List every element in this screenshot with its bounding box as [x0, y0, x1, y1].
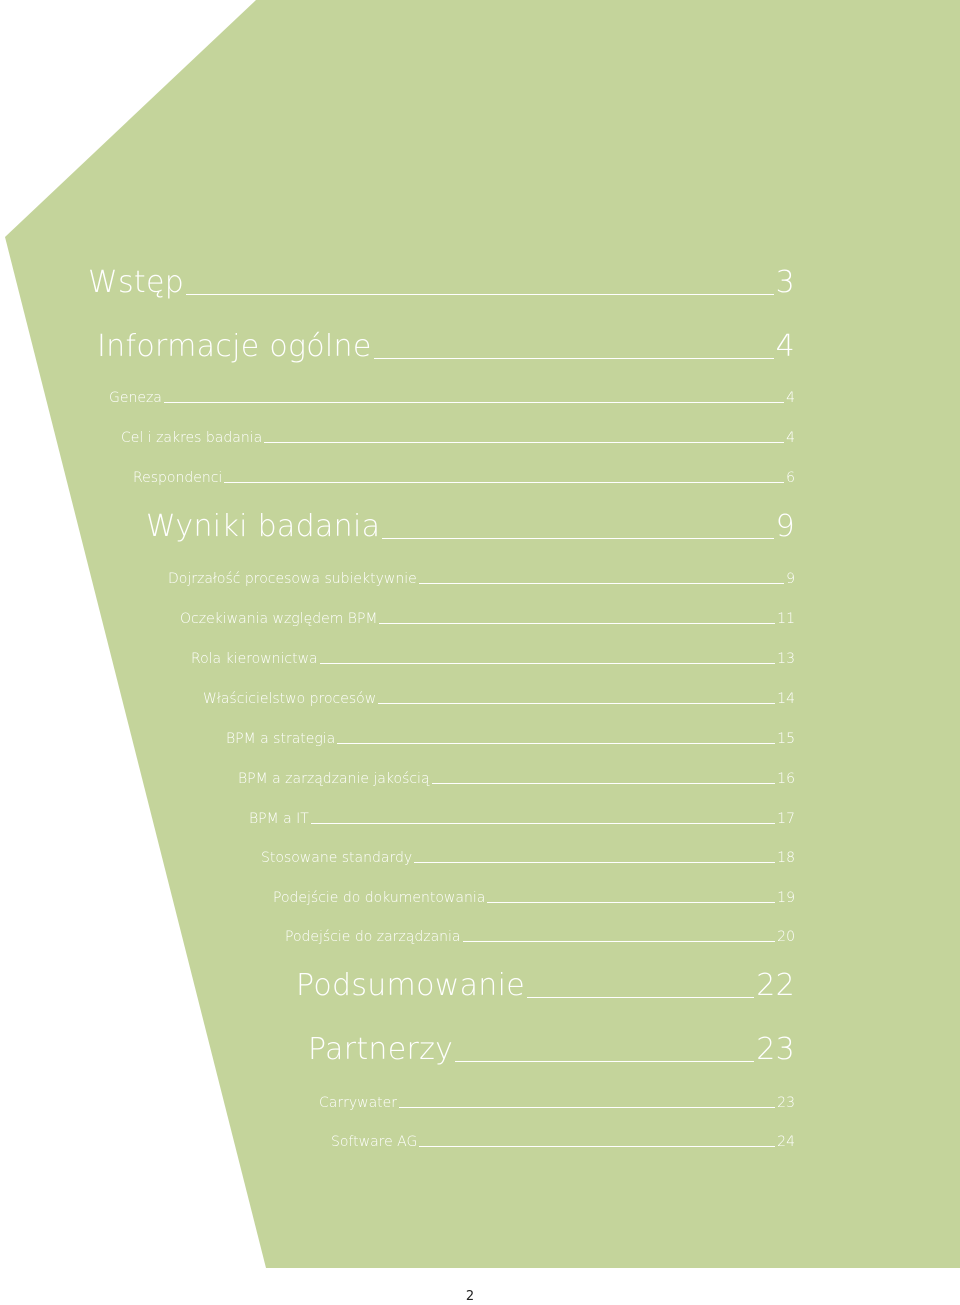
toc-entry[interactable] — [249, 812, 795, 826]
toc-entry[interactable] — [191, 652, 795, 666]
toc-entry[interactable] — [331, 1135, 795, 1149]
toc-entry[interactable] — [109, 391, 795, 405]
toc-entry[interactable] — [146, 509, 795, 544]
toc-entry[interactable] — [121, 431, 795, 445]
toc-entry-page: 9 — [786, 571, 795, 587]
toc-leader-line — [337, 743, 775, 744]
toc-entry-label: Podejście do dokumentowania — [273, 890, 486, 906]
toc-leader-line — [164, 402, 784, 403]
toc-entry[interactable] — [308, 1032, 795, 1067]
toc-entry-label: BPM a strategia — [226, 731, 336, 747]
toc-entry-page: 18 — [777, 850, 795, 866]
page-number: 2 — [465, 1289, 475, 1304]
toc-leader-line — [382, 538, 773, 539]
toc-entry-page: 22 — [756, 968, 795, 1003]
toc-leader-line — [527, 997, 754, 998]
toc-entry-page: 14 — [777, 691, 795, 707]
toc-entry-page: 13 — [777, 651, 795, 667]
toc-leader-line — [399, 1107, 775, 1108]
toc-leader-line — [419, 1146, 775, 1147]
toc-entry-page: 17 — [777, 811, 795, 827]
toc-entry[interactable] — [203, 692, 795, 706]
toc-leader-line — [186, 294, 774, 295]
toc-leader-line — [379, 623, 775, 624]
toc-entry-label: Podejście do zarządzania — [285, 929, 461, 945]
toc-entry-page: 24 — [777, 1134, 795, 1150]
toc-entry-page: 11 — [777, 611, 795, 627]
toc-entry-label: Informacje ogólne — [97, 329, 372, 364]
toc-entry-label: Cel i zakres badania — [121, 430, 263, 446]
toc-entry-page: 20 — [777, 929, 795, 945]
toc-entry-label: Carrywater — [319, 1095, 398, 1111]
toc-entry-page: 23 — [756, 1032, 795, 1067]
toc-entry-label: Software AG — [331, 1134, 418, 1150]
toc-leader-line — [455, 1061, 754, 1062]
toc-entry-page: 9 — [775, 509, 795, 544]
toc-entry-label: Geneza — [109, 390, 162, 406]
toc-leader-line — [378, 703, 775, 704]
toc-entry[interactable] — [226, 732, 795, 746]
toc-entry[interactable] — [285, 930, 795, 944]
toc-entry-label: Stosowane standardy — [261, 850, 413, 866]
toc-entry[interactable] — [319, 1096, 795, 1110]
toc-entry-label: Rola kierownictwa — [191, 651, 318, 667]
toc-entry[interactable] — [261, 851, 795, 865]
toc-leader-line — [264, 442, 784, 443]
toc-leader-line — [414, 862, 775, 863]
toc-leader-line — [419, 583, 784, 584]
toc-leader-line — [487, 902, 775, 903]
toc-entry[interactable] — [97, 329, 795, 364]
toc-entry-label: Dojrzałość procesowa subiektywnie — [168, 571, 417, 587]
toc-entry-label: Wyniki badania — [146, 509, 381, 544]
toc-entry-label: Podsumowanie — [296, 968, 525, 1003]
toc-leader-line — [374, 358, 774, 359]
toc-entry-page: 3 — [775, 265, 795, 300]
toc-leader-line — [311, 823, 775, 824]
toc-entry[interactable] — [273, 891, 795, 905]
toc-entry-label: Respondenci — [133, 470, 223, 486]
toc-leader-line — [463, 941, 776, 942]
toc-entry-page: 4 — [786, 390, 795, 406]
toc-entry-page: 19 — [777, 890, 795, 906]
toc-entry-label: Partnerzy — [308, 1032, 454, 1067]
toc-entry-page: 15 — [777, 731, 795, 747]
toc-entry[interactable] — [133, 471, 795, 485]
toc-entry[interactable] — [88, 265, 795, 300]
toc-entry-label: BPM a zarządzanie jakością — [238, 771, 430, 787]
toc-entry[interactable] — [168, 572, 795, 586]
toc-entry-label: Wstęp — [88, 265, 185, 300]
toc-entry[interactable] — [180, 612, 795, 626]
toc-entry-page: 4 — [786, 430, 795, 446]
toc-entry-label: Oczekiwania względem BPM — [180, 611, 378, 627]
toc-entry-page: 4 — [775, 329, 795, 364]
toc-entry-label: Właścicielstwo procesów — [203, 691, 377, 707]
toc-entry-page: 6 — [786, 470, 795, 486]
toc-leader-line — [320, 663, 776, 664]
toc-entry-label: BPM a IT — [249, 811, 309, 827]
toc-entry[interactable] — [238, 772, 795, 786]
toc-leader-line — [432, 783, 776, 784]
toc-leader-line — [224, 482, 784, 483]
toc-entry-page: 16 — [777, 771, 795, 787]
toc-entry-page: 23 — [777, 1095, 795, 1111]
toc-entry[interactable] — [296, 968, 795, 1003]
